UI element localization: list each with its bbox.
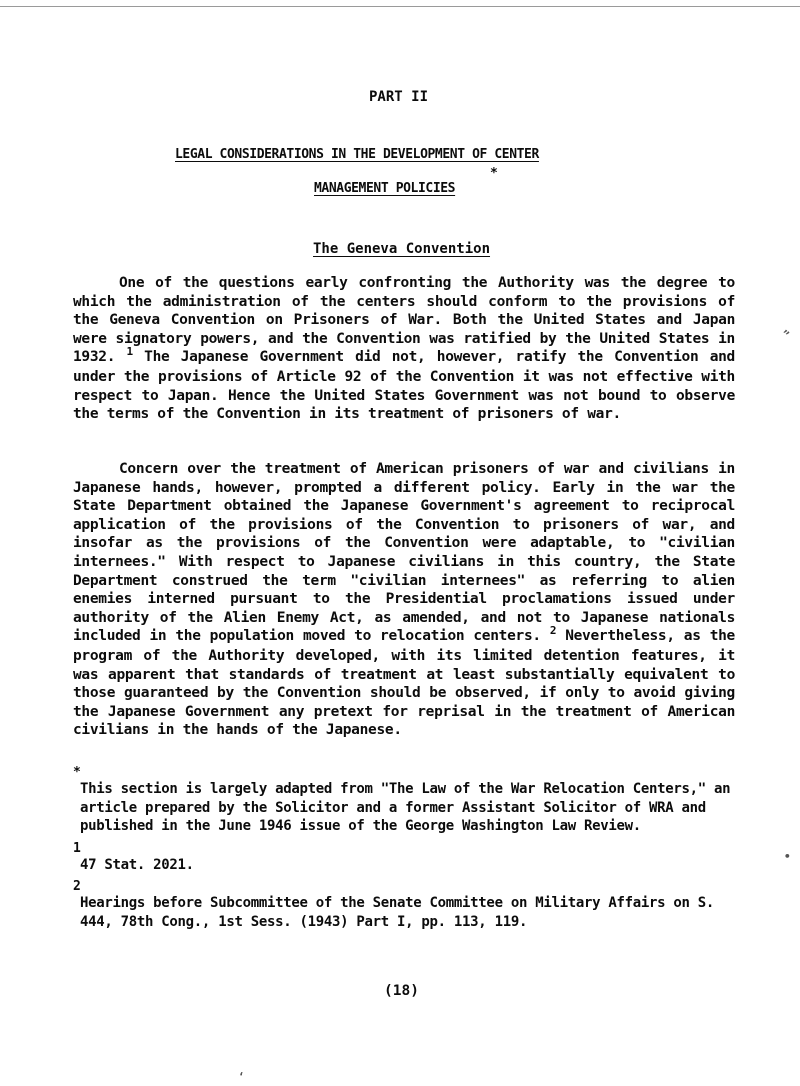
paragraph-text: Concern over the treatment of American prisoners of war and civilians in Japanese hands, however, prompted a different policy. Early in the war the State Department obtained the Japanese Government's agreement to reciprocal application of the provisions of the Convention to prisoners of war, and insofar as the provisions of the Convention were adaptable, to "civilian internees." With respect to Japanese civilians in this country, the State Department construed the term "civilian internees" as referring to alien enemies interned pursuant to the Presidential proclamations issued under authority of the Alien Enemy Act, as amended, and not to Japanese nationals included in the population moved to relocation centers. — [73, 461, 735, 645]
footnote-reference: 1 — [126, 345, 133, 359]
chapter-title-line-1: LEGAL CONSIDERATIONS IN THE DEVELOPMENT OF CENTER — [175, 147, 539, 162]
paragraph-geneva-convention — [73, 274, 735, 424]
footnote-marker: 1 — [73, 840, 81, 856]
section-heading: The Geneva Convention — [313, 241, 491, 257]
footnote-marker: * — [73, 765, 81, 780]
footnote-text: This section is largely adapted from "The Law of the War Relocation Centers," an article prepared by the Solicitor and a former Assistant Solicitor of WRA and published in the June 1946 issue of the George Washington Law Review. — [80, 781, 731, 835]
paragraph-text: Nevertheless, as the program of the Authority developed, with its limited detention features, it was apparent that standards of treatment at least substantially equivalent to those guaranteed by the Convention should be observed, if only to avoid giving the Japanese Government any pretext for reprisal in the treatment of American civilians in the hands of the Japanese. — [73, 628, 735, 739]
scan-speck: „ — [781, 322, 795, 337]
footnotes — [73, 766, 735, 938]
footnote-text: Hearings before Subcommittee of the Senate Committee on Military Affairs on S. 444, 78th Cong., 1st Sess. (1943) Part I, pp. 113, 119. — [80, 895, 715, 930]
paragraph-text: One of the questions early confronting the Authority was the degree to which the administration of the centers should conform to the provisions of the Geneva Convention on Prisoners of War. Both the United States and Japan were signatory powers, and the Convention was ratified by the United States in 1932. — [73, 275, 735, 366]
scan-speck: • — [784, 850, 791, 863]
paragraph-policy — [73, 460, 735, 740]
footnote-reference: 2 — [549, 624, 557, 638]
chapter-title-line-2: MANAGEMENT POLICIES — [314, 181, 456, 196]
paragraph-text: The Japanese Government did not, however, ratify the Convention and under the provisions of Article 92 of the Convention it was not effective with respect to Japan. Hence the United States Government was not bound to observe the terms of the Convention in its treatment of prisoners of war. — [73, 349, 735, 423]
page-number: (18) — [384, 983, 419, 999]
footnote-marker: 2 — [73, 879, 81, 895]
part-label: PART II — [369, 89, 429, 105]
title-footnote-marker: * — [490, 166, 498, 181]
footnote-text: 47 Stat. 2021. — [80, 856, 194, 873]
scan-speck: ‘ — [238, 1070, 245, 1083]
scan-edge-line — [0, 6, 800, 7]
